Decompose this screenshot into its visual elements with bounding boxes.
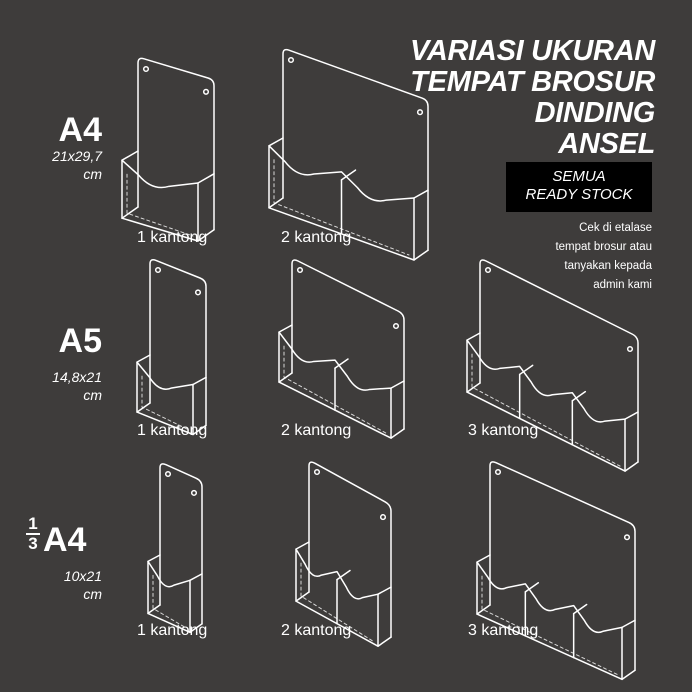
size-label-a4: A4 [58, 111, 102, 149]
back-plate-a5-2 [292, 260, 404, 429]
back-plate-a5-1 [150, 260, 206, 426]
caption-a4-2: 2 kantong [281, 229, 352, 246]
size-label-a5: A5 [58, 322, 102, 360]
hole-t-3-right [625, 535, 630, 540]
caption-a5-3: 3 kantong [468, 422, 539, 439]
hole-a5-2-left [298, 268, 303, 273]
pocket-inner-a4-1 [127, 174, 193, 236]
pocket-side-left-t-2 [296, 542, 309, 549]
pocket-side-right-a5-1 [193, 377, 206, 384]
pocket-base-left-a5-3 [467, 383, 480, 392]
pocket-side-right-a5-3 [625, 412, 638, 419]
pocket-base-right-a4-2 [414, 250, 428, 260]
pocket-front-a5-3 [467, 340, 625, 471]
size-dim-a4: 21x29,7 cm [52, 148, 102, 182]
hole-a5-1-right [196, 290, 201, 295]
hole-t-2-right [381, 515, 386, 520]
back-plate-t-1 [160, 464, 202, 624]
pocket-front-t-3 [477, 562, 622, 679]
hole-a4-1-right [204, 90, 209, 95]
caption-third-a4-2: 2 kantong [281, 622, 352, 639]
pocket-base-left-a4-2 [269, 198, 283, 208]
caption-a4-1: 1 kantong [137, 229, 208, 246]
hole-a5-3-right [628, 347, 633, 352]
caption-a5-1: 1 kantong [137, 422, 208, 439]
hole-t-1-left [166, 472, 171, 477]
pocket-side-right-a4-1 [198, 174, 214, 183]
pocket-side-left-a5-2 [279, 325, 292, 332]
pocket-base-left-t-1 [148, 605, 160, 613]
pocket-side-left-t-3 [477, 555, 490, 562]
pocket-side-left-a5-1 [137, 355, 150, 362]
pocket-base-left-t-2 [296, 592, 309, 601]
caption-third-a4-1: 1 kantong [137, 622, 208, 639]
pocket-side-right-t-2 [378, 587, 391, 594]
pocket-side-right-t-3 [622, 620, 635, 627]
hole-a5-2-right [394, 324, 399, 329]
hole-a5-3-left [486, 268, 491, 273]
hole-t-1-right [192, 491, 197, 496]
fraction-one-third: 1 3 [26, 516, 40, 552]
ready-stock-badge: SEMUA READY STOCK [506, 162, 652, 212]
pocket-side-left-a4-1 [122, 151, 138, 160]
back-plate-a4-1 [138, 58, 214, 229]
pocket-base-right-a5-2 [391, 429, 404, 438]
pocket-base-right-t-3 [622, 670, 635, 679]
pocket-base-right-t-2 [378, 637, 391, 646]
pocket-inner-a5-3 [472, 354, 620, 466]
hole-a4-1-left [144, 67, 149, 72]
size-label-third-a4: A4 [43, 521, 87, 559]
pocket-side-right-a5-2 [391, 381, 404, 388]
pocket-side-right-t-1 [190, 574, 202, 580]
hole-t-2-left [315, 470, 320, 475]
caption-a5-2: 2 kantong [281, 422, 352, 439]
caption-third-a4-3: 3 kantong [468, 622, 539, 639]
hole-a5-1-left [156, 268, 161, 273]
info-note: Cek di etalase tempat brosur atau tanyakan kepada admin kami [555, 222, 652, 291]
pocket-base-left-t-3 [477, 605, 490, 614]
hole-a4-2-left [289, 58, 294, 63]
size-dim-a5: 14,8x21 cm [52, 369, 102, 403]
main-title: VARIASI UKURAN TEMPAT BROSUR DINDING ANSEL [410, 35, 655, 160]
pocket-side-left-t-1 [148, 555, 160, 561]
pocket-side-right-a4-2 [414, 190, 428, 198]
pocket-base-right-a5-3 [625, 462, 638, 471]
pocket-side-left-a4-2 [269, 138, 283, 146]
pocket-side-left-a5-3 [467, 333, 480, 340]
hole-t-3-left [496, 470, 501, 475]
size-dim-third-a4: 10x21 cm [63, 568, 102, 602]
